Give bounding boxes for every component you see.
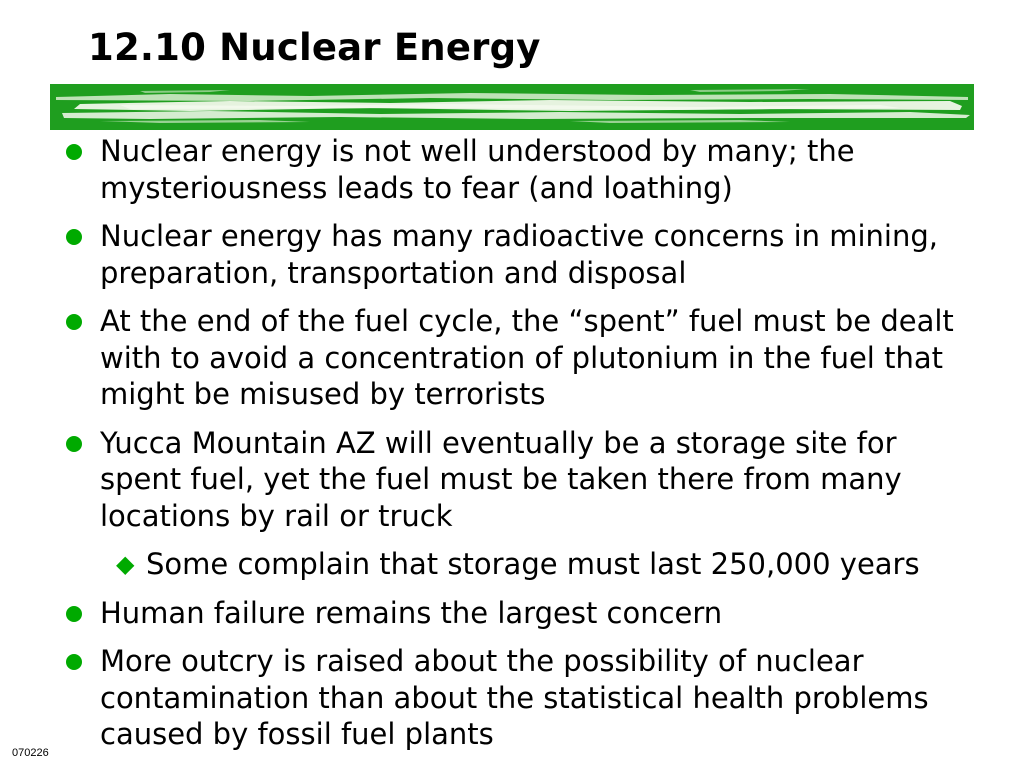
- green-circle-bullet-icon: [66, 229, 82, 245]
- green-circle-bullet-icon: [66, 436, 82, 452]
- green-circle-bullet-icon: [66, 314, 82, 330]
- bullet-text: Nuclear energy has many radioactive concerns in mining, preparation, transportation and disposal: [100, 219, 938, 290]
- bullet-item: [64, 218, 984, 291]
- bullet-item: [64, 643, 984, 753]
- bullet-text: More outcry is raised about the possibility of nuclear contamination than about the statistical health problems caused by fossil fuel plants: [100, 644, 929, 751]
- sub-bullet-item: [64, 546, 984, 583]
- green-circle-bullet-icon: [66, 606, 82, 622]
- bullet-item: [64, 303, 984, 413]
- bullet-item: [64, 133, 984, 206]
- bullet-text: At the end of the fuel cycle, the “spent” fuel must be dealt with to avoid a concentration of plutonium in the fuel that might be misused by terrorists: [100, 304, 954, 411]
- footer-code: 070226: [12, 747, 49, 759]
- sub-bullet-text: Some complain that storage must last 250,000 years: [146, 547, 920, 581]
- bullet-text: Yucca Mountain AZ will eventually be a storage site for spent fuel, yet the fuel must be taken there from many locations by rail or truck: [100, 425, 902, 533]
- bullet-list: [64, 133, 984, 765]
- green-diamond-bullet-icon: ◆: [116, 550, 135, 578]
- bullet-item: [64, 425, 984, 535]
- bullet-item: [64, 595, 984, 632]
- title-banner: [50, 84, 974, 130]
- bullet-text: Human failure remains the largest concern: [100, 595, 723, 630]
- green-circle-bullet-icon: [66, 144, 82, 160]
- green-circle-bullet-icon: [66, 654, 82, 670]
- slide-title: 12.10 Nuclear Energy: [88, 26, 541, 69]
- bullet-text: Nuclear energy is not well understood by many; the mysteriousness leads to fear (and loathing): [100, 134, 855, 205]
